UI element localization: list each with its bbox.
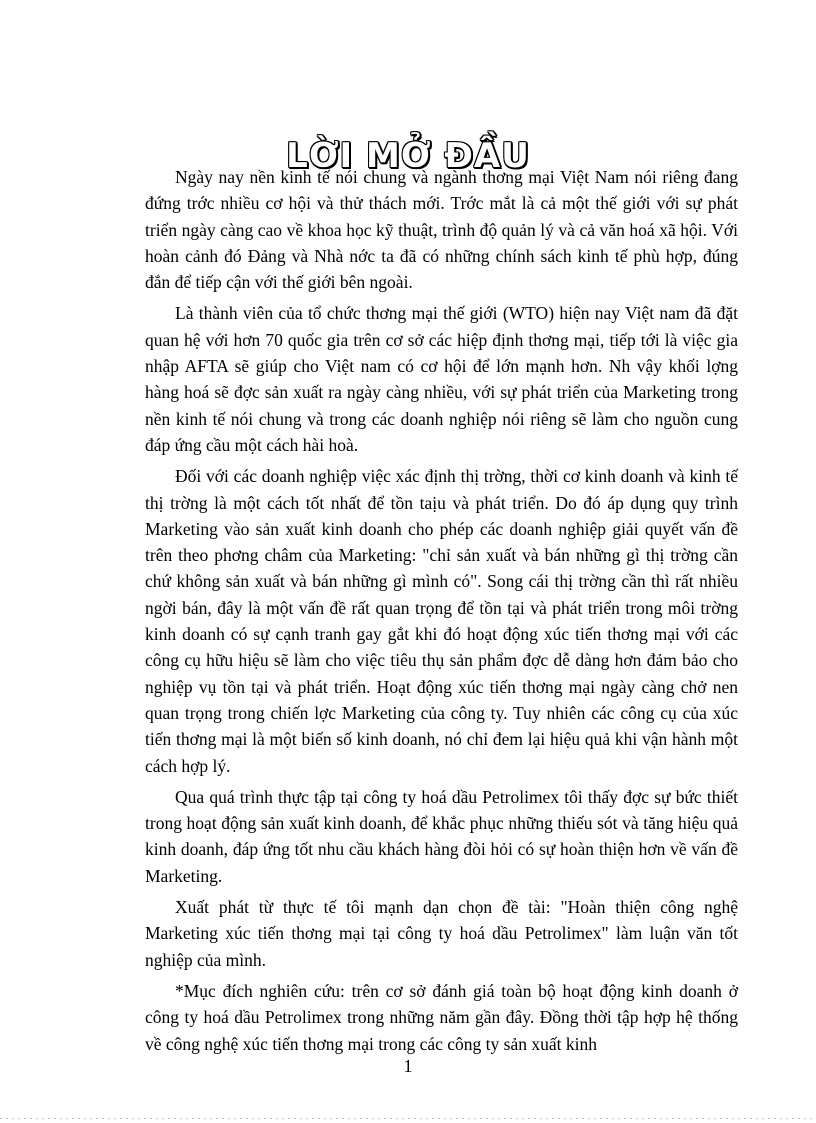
paragraph: Qua quá trình thực tập tại công ty hoá dầu Petrolimex tôi thấy đợc sự bức thiết trong hoạt động sản xuất kinh doanh, để khắc phục những thiếu sót và tăng hiệu quả kinh doanh, đáp ứng tốt nhu cầu khách hàng đòi hỏi có sự hoàn thiện hơn về vấn đề Marketing. xyxy=(145,786,738,886)
paragraph: Ngày nay nền kinh tế nói chung và ngành thơng mại Việt Nam nói riêng đang đứng trớc nhiều cơ hội và thử thách mới. Trớc mắt là cả một thế giới với sự phát triển ngày càng cao về khoa học kỹ thuật, trình độ quản lý và cả văn hoá xã hội. Với hoàn cảnh đó Đảng và Nhà nớc ta đã có những chính sách kinh tế phù hợp, đúng đắn để tiếp cận với thế giới bên ngoài. xyxy=(145,167,738,293)
page-title: LỜI MỞ ĐẦU xyxy=(286,136,530,176)
paragraph: Đối với các doanh nghiệp việc xác định thị trờng, thời cơ kinh doanh và kinh tế thị trờng là một cách tốt nhất để tồn taịu và phát triển. Do đó áp dụng quy trình Marketing vào sản xuất kinh doanh cho phép các doanh nghiệp giải quyết vấn đề trên theo phơng châm của Marketing: "chỉ sản xuất và bán những gì thị trờng cần chứ không sản xuất và bán những gì mình có". Song cái thị trờng cần thì rất nhiều ngời bán, đây là một vấn đề rất quan trọng để tồn tại và phát triển trong môi trờng kinh doanh có sự cạnh tranh gay gắt khi đó hoạt động xúc tiến thơng mại với các công cụ hữu hiệu sẽ làm cho việc tiêu thụ sản phẩm đợc dễ dàng hơn đảm bảo cho nghiệp vụ tồn tại và phát triển. Hoạt động xúc tiến thơng mại ngày càng chở nen quan trọng trong chiến lợc Marketing của công ty. Tuy nhiên các công cụ của xúc tiến thơng mại là một biến số kinh doanh, nó chỉ đem lại hiệu quả khi vận hành một cách hợp lý. xyxy=(145,466,738,776)
page-number: 1 xyxy=(403,1056,413,1076)
paragraph: *Mục đích nghiên cứu: trên cơ sở đánh giá toàn bộ hoạt động kinh doanh ở công ty hoá dầu Petrolimex trong những năm gần đây. Đồng thời tập hợp hệ thống về công nghệ xúc tiến thơng mại trong các công ty sản xuất kinh xyxy=(145,980,738,1054)
body-text xyxy=(145,164,738,1062)
paragraph: Là thành viên của tổ chức thơng mại thế giới (WTO) hiện nay Việt nam đã đặt quan hệ với hơn 70 quốc gia trên cơ sở các hiệp định thơng mại, tiếp tới là việc gia nhập AFTA sẽ giúp cho Việt nam có cơ hội để lớn mạnh hơn. Nh vậy khối lợng hàng hoá sẽ đợc sản xuất ra ngày càng nhiều, với sự phát triển của Marketing trong nền kinh tế nói chung và trong các doanh nghiệp nói riêng sẽ làm cho nguồn cung đáp ứng cầu một cách hài hoà. xyxy=(145,303,738,455)
page-edge-divider xyxy=(0,1118,816,1119)
paragraph: Xuất phát từ thực tế tôi mạnh dạn chọn đề tài: "Hoàn thiện công nghệ Marketing xúc tiến thơng mại tại công ty hoá dầu Petrolimex" làm luận văn tốt nghiệp của mình. xyxy=(145,897,738,970)
